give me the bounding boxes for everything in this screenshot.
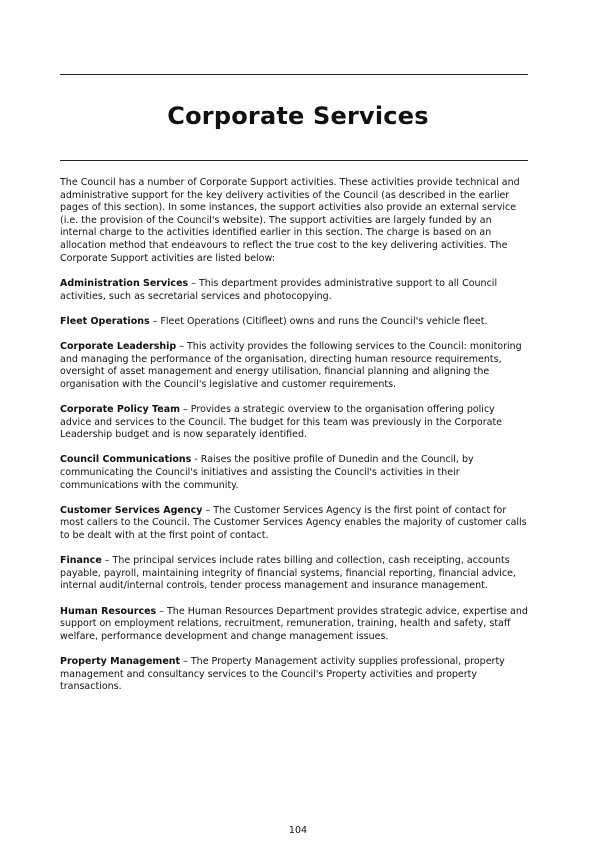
- section-customer-services-agency: [60, 505, 528, 543]
- section-fleet-operations: [60, 316, 528, 329]
- section-text: - Raises the positive profile of Dunedin and the Council, by communicating the Council's initiatives and assisting the Council's activities in their communications with the community.: [60, 454, 474, 491]
- section-finance: [60, 555, 528, 593]
- document-body: [60, 177, 528, 706]
- section-heading: Council Communications: [60, 454, 192, 466]
- intro-paragraph: The Council has a number of Corporate Support activities. These activities provide technical and administrative support for the key delivery activities of the Council (as described in the earlier pages of this section). In some instances, the support activities also provide an external service (i.e. the provision of the Council's website). The support activities are largely funded by an internal charge to the activities identified earlier in this section. The charge is based on an allocation method that endeavours to reflect the true cost to the key delivering activities. The Corporate Support activities are listed below:: [60, 177, 520, 264]
- section-heading: Fleet Operations: [60, 315, 150, 327]
- page-title: Corporate Services: [167, 102, 429, 130]
- section-text: – Provides a strategic overview to the organisation offering policy advice and services to the Council. The budget for this team was previously in the Corporate Leadership budget and is now separately identified.: [60, 404, 503, 441]
- section-text: – This activity provides the following services to the Council: monitoring and managing the performance of the organisation, directing human resource requirements, oversight of asset management and energy utilisation, financial planning and aligning the organisation with the Council's legislative and customer requirements.: [60, 341, 522, 390]
- section-text: – The Human Resources Department provides strategic advice, expertise and support on employment relations, recruitment, remuneration, training, health and safety, staff welfare, performance development and change management issues.: [60, 605, 528, 642]
- section-text: – The principal services include rates billing and collection, cash receipting, accounts payable, payroll, maintaining integrity of financial systems, financial reporting, financial advice, internal audit/internal controls, tender process management and insurance management.: [60, 555, 517, 592]
- section-corporate-leadership: [60, 341, 528, 391]
- section-heading: Customer Services Agency: [60, 504, 203, 516]
- top-rule: [60, 74, 528, 75]
- section-heading: Property Management: [60, 655, 181, 667]
- section-heading: Administration Services: [60, 278, 189, 290]
- section-text: – This department provides administrative support to all Council activities, such as secretarial services and photocopying.: [60, 278, 498, 302]
- section-heading: Human Resources: [60, 605, 157, 617]
- section-corporate-policy-team: [60, 404, 528, 442]
- section-council-communications: [60, 454, 528, 492]
- section-heading: Finance: [60, 555, 102, 567]
- section-heading: Corporate Policy Team: [60, 404, 181, 416]
- section-human-resources: [60, 606, 528, 644]
- section-text: – The Customer Services Agency is the first point of contact for most callers to the Council. The Customer Services Agency enables the majority of customer calls to be dealt with at the first point of contact.: [60, 504, 527, 542]
- section-property-management: [60, 656, 528, 694]
- section-administration-services: [60, 278, 528, 303]
- section-text: – Fleet Operations (Citifleet) owns and runs the Council's vehicle fleet.: [149, 315, 488, 327]
- section-heading: Corporate Leadership: [60, 341, 177, 353]
- title-underline-rule: [60, 160, 528, 161]
- section-text: – The Property Management activity supplies professional, property management and consultancy services to the Council's Property activities and property transactions.: [60, 655, 505, 693]
- page-number: 104: [288, 825, 308, 836]
